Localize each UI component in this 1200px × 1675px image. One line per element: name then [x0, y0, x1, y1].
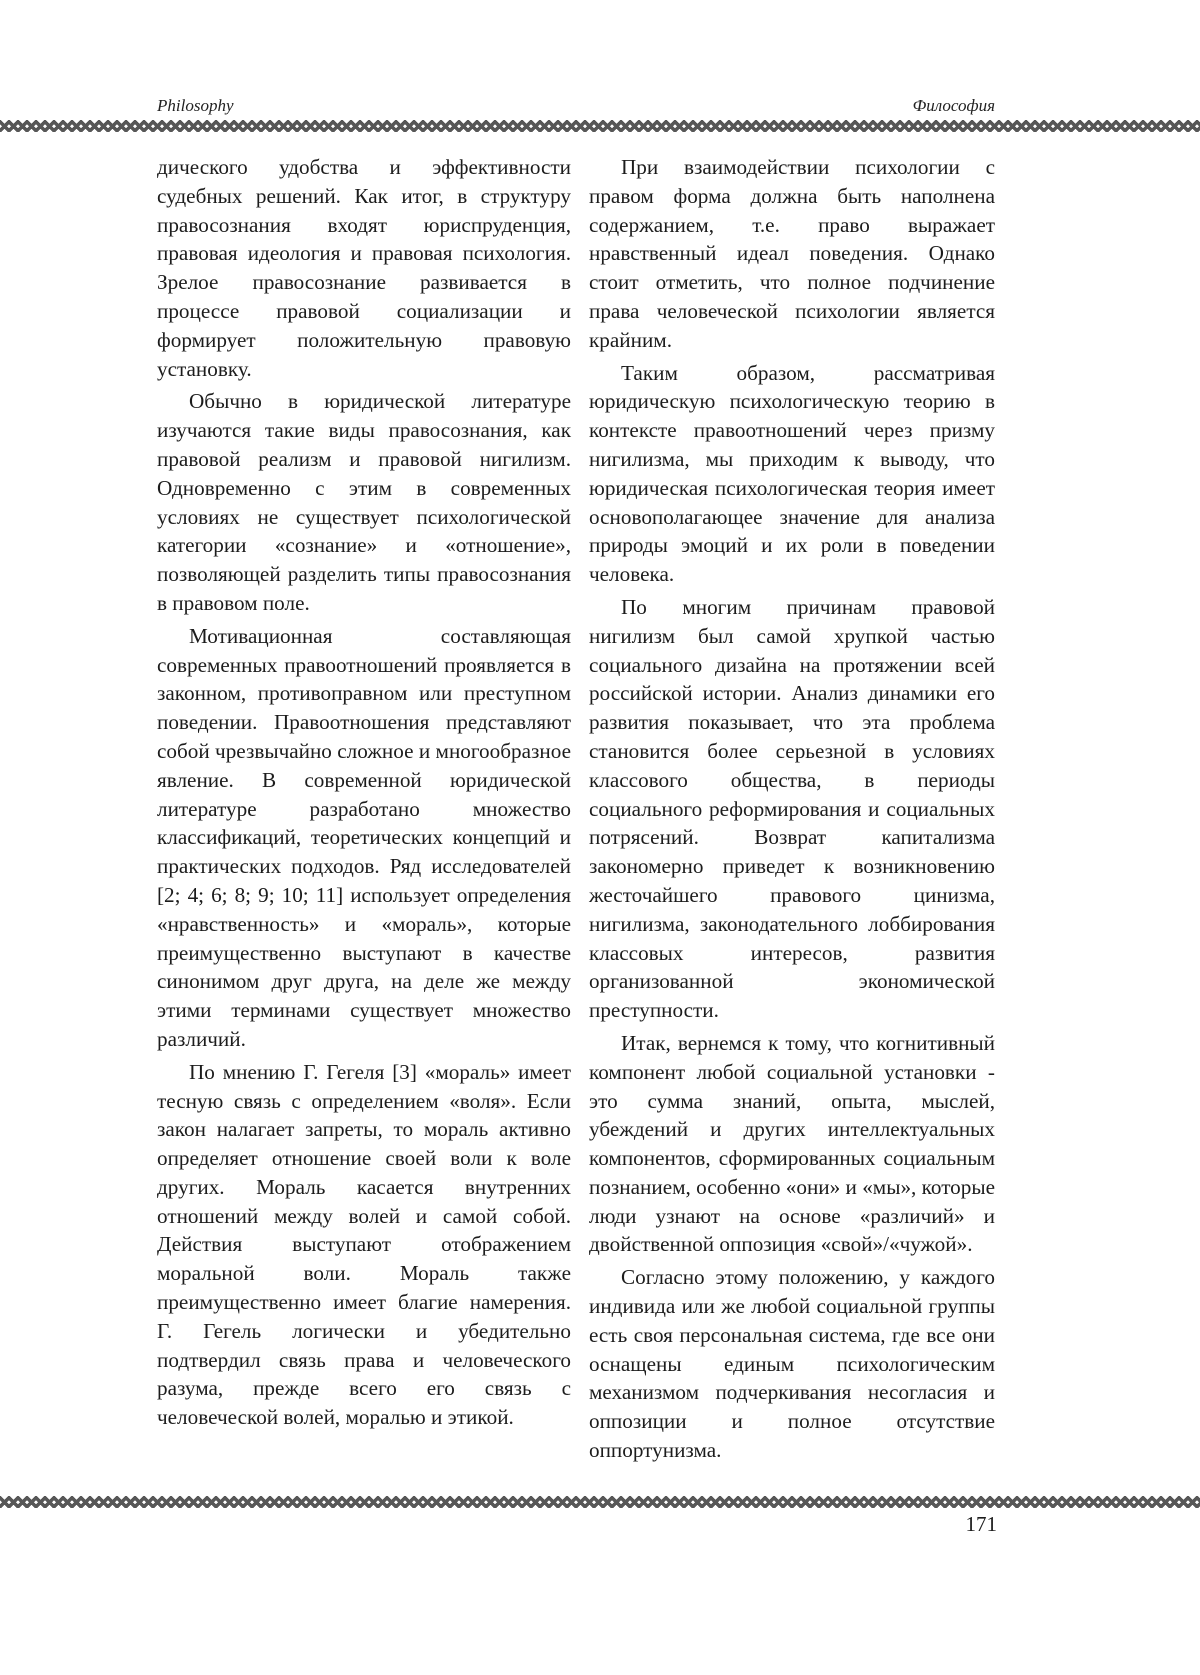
right-column [589, 153, 995, 1469]
running-head-left: Philosophy [157, 96, 234, 115]
right-paragraph-3: По многим причинам правовой нигилизм был самой хрупкой частью социального дизайна на протяжении всей российской истории. Анализ динамики его развития показывает, что эта проблема становится более серьезной в условиях классового общества, в периоды социального реформирования и социальных потрясений. Возврат капитализма закономерно приведет к возникновению жесточайшего правового цинизма, нигилизма, законодательного лоббирования классовых интересов, развития организованной экономической преступности. [589, 594, 995, 1023]
left-paragraph-4: По мнению Г. Гегеля [3] «мораль» имеет тесную связь с определением «воля». Если закон налагает запреты, то мораль активно определяет отношение своей воли к воле других. Мораль касается внутренних отношений между волей и самой собой. Действия выступают отображением моральной воли. Мораль также преимущественно имеет благие намерения. Г. Гегель логически и убедительно подтвердил связь права и человеческого разума, прежде всего его связь с человеческой волей, моралью и этикой. [157, 1059, 571, 1430]
left-paragraph-3: Мотивационная составляющая современных правоотношений проявляется в законном, противоправном или преступном поведении. Правоотношения представляют собой чрезвычайно сложное и многообразное явление. В современной юридической литературе разработано множество классификаций, теоретических концепций и практических подходов. Ряд исследователей [2; 4; 6; 8; 9; 10; 11] использует определения «нравственность» и «мораль», которые преимущественно выступают в качестве синонимом друг друга, на деле же между этими терминами существует множество различий. [157, 623, 571, 1051]
left-column [157, 153, 571, 1436]
right-paragraph-5: Согласно этому положению, у каждого индивида или же любой социальной группы есть своя персональная система, где все они оснащены единым психологическим механизмом подчеркивания несогласия и оппозиции и полное отсутствие оппортунизма. [589, 1265, 995, 1463]
running-head-right: Философия [912, 96, 995, 115]
top-ornament-rule [0, 120, 1200, 132]
left-paragraph-1: дического удобства и эффективности судебных решений. Как итог, в структуру правосознания входят юриспруденция, правовая идеология и правовая психология. Зрелое правосознание развивается в процессе правовой социализации и формирует положительную правовую установку. [157, 155, 571, 381]
right-paragraph-1: При взаимодействии психологии с правом форма должна быть наполнена содержанием, т.е. право выражает нравственный идеал поведения. Однако стоит отметить, что полное подчинение права человеческой психологии является крайним. [589, 155, 995, 352]
right-paragraph-4: Итак, вернемся к тому, что когнитивный компонент любой социальной установки - это сумма знаний, опыта, мыслей, убеждений и других интеллектуальных компонентов, сформированных социальным познанием, особенно «они» и «мы», которые люди узнают на основе «различий» и двойственной оппозиция «свой»/«чужой». [589, 1030, 995, 1257]
bottom-ornament-rule [0, 1496, 1200, 1508]
right-paragraph-2: Таким образом, рассматривая юридическую психологическую теорию в контексте правоотношений через призму нигилизма, мы приходим к выводу, что юридическая психологическая теория имеет основополагающее значение для анализа природы эмоций и их роли в поведении человека. [589, 360, 995, 587]
page-number: 171 [965, 1512, 997, 1536]
left-paragraph-2: Обычно в юридической литературе изучаются такие виды правосознания, как правовой реализм и правовой нигилизм. Одновременно с этим в современных условиях не существует психологической категории «сознание» и «отношение», позволяющей разделить типы правосознания в правовом поле. [157, 389, 571, 615]
